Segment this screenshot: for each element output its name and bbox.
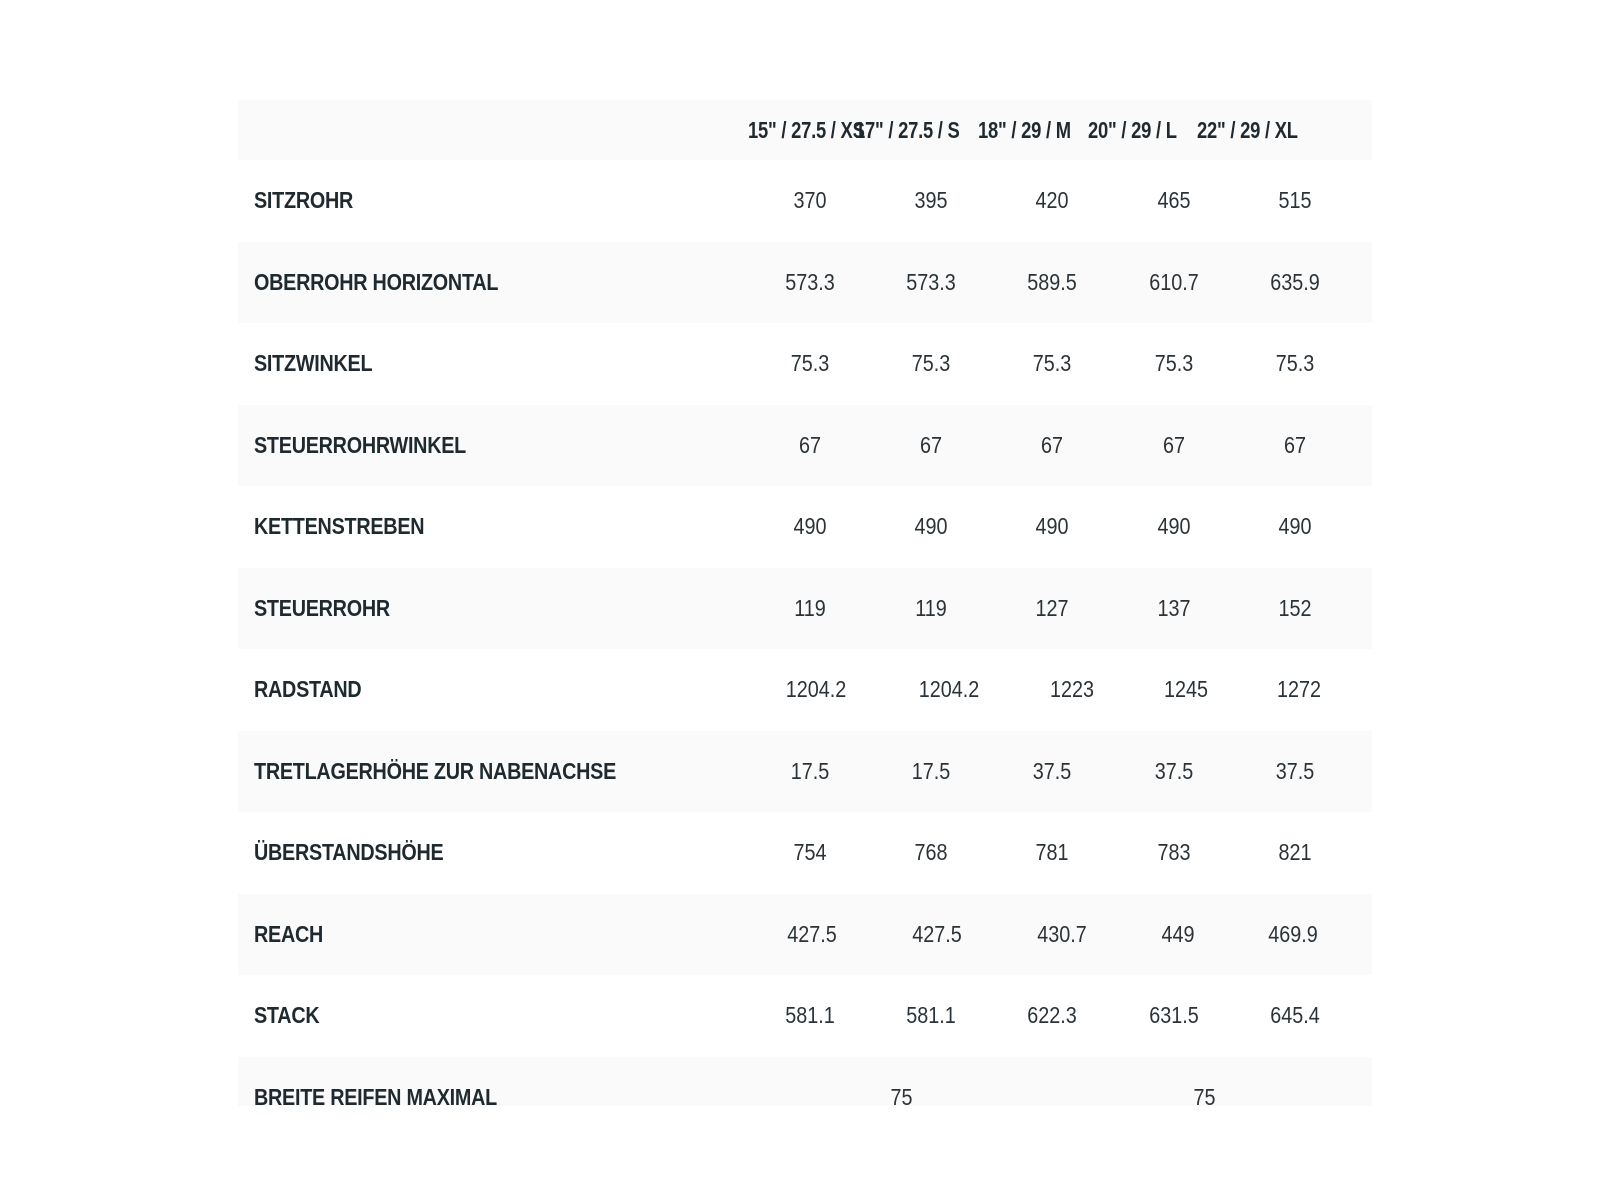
table-cell: 635.9 bbox=[1270, 268, 1320, 295]
table-row-tretlagerhoehe bbox=[238, 731, 1372, 813]
table-cell: 67 bbox=[798, 431, 822, 458]
table-cell: 581.1 bbox=[785, 1002, 835, 1029]
row-label: BREITE REIFEN MAXIMAL bbox=[254, 1083, 497, 1106]
row-label: ÜBERSTANDSHÖHE bbox=[254, 839, 444, 866]
table-cell: 573.3 bbox=[906, 268, 956, 295]
table-cell: 645.4 bbox=[1270, 1002, 1320, 1029]
column-header-size-xs: 15" / 27.5 / XS bbox=[748, 116, 865, 143]
table-cell: 67 bbox=[1162, 431, 1186, 458]
table-cell-span: 75 bbox=[890, 1083, 913, 1106]
row-label: STEUERROHR bbox=[254, 594, 390, 621]
table-cell: 427.5 bbox=[912, 920, 962, 947]
table-row-kettenstreben bbox=[238, 486, 1372, 568]
table-row-radstand bbox=[238, 649, 1372, 731]
table-cell: 67 bbox=[919, 431, 943, 458]
table-cell: 37.5 bbox=[1275, 757, 1315, 784]
column-header-size-xl: 22" / 29 / XL bbox=[1197, 116, 1298, 143]
table-cell: 75.3 bbox=[1154, 350, 1194, 377]
table-row-sitzwinkel bbox=[238, 323, 1372, 405]
row-label: STACK bbox=[254, 1002, 320, 1029]
table-cell: 17.5 bbox=[790, 757, 830, 784]
table-row-breite-reifen-maximal bbox=[238, 1057, 1372, 1107]
table-cell: 395 bbox=[914, 187, 948, 214]
table-cell: 515 bbox=[1278, 187, 1312, 214]
table-cell: 490 bbox=[1035, 513, 1069, 540]
row-label: KETTENSTREBEN bbox=[254, 513, 425, 540]
table-cell-span: 75 bbox=[1193, 1083, 1216, 1106]
table-row-steuerrohr bbox=[238, 568, 1372, 650]
table-cell: 75.3 bbox=[790, 350, 830, 377]
table-cell: 127 bbox=[1035, 594, 1069, 621]
table-cell: 490 bbox=[914, 513, 948, 540]
table-cell: 490 bbox=[1157, 513, 1191, 540]
table-cell: 449 bbox=[1161, 920, 1195, 947]
table-cell: 75.3 bbox=[1275, 350, 1315, 377]
table-cell: 768 bbox=[914, 839, 948, 866]
table-row-ueberstandshoehe bbox=[238, 812, 1372, 894]
table-cell: 427.5 bbox=[787, 920, 837, 947]
table-cell: 783 bbox=[1157, 839, 1191, 866]
table-cell: 370 bbox=[793, 187, 827, 214]
table-row-oberrohr-horizontal bbox=[238, 242, 1372, 324]
table-cell: 610.7 bbox=[1149, 268, 1199, 295]
table-row-reach bbox=[238, 894, 1372, 976]
table-cell: 622.3 bbox=[1027, 1002, 1077, 1029]
table-cell: 490 bbox=[1278, 513, 1312, 540]
row-label: STEUERROHRWINKEL bbox=[254, 431, 467, 458]
row-label: TRETLAGERHÖHE ZUR NABENACHSE bbox=[254, 757, 617, 784]
row-label: RADSTAND bbox=[254, 676, 362, 703]
row-label: SITZROHR bbox=[254, 187, 354, 214]
table-cell: 430.7 bbox=[1037, 920, 1087, 947]
table-cell: 37.5 bbox=[1032, 757, 1072, 784]
column-header-size-s: 17" / 27.5 / S bbox=[855, 116, 960, 143]
row-label: OBERROHR HORIZONTAL bbox=[254, 268, 499, 295]
table-cell: 465 bbox=[1157, 187, 1191, 214]
table-cell: 67 bbox=[1283, 431, 1307, 458]
column-header-size-l: 20" / 29 / L bbox=[1088, 116, 1177, 143]
table-cell: 1204.2 bbox=[785, 676, 847, 703]
table-cell: 1223 bbox=[1049, 676, 1094, 703]
table-cell: 1272 bbox=[1276, 676, 1321, 703]
geometry-table bbox=[238, 100, 1372, 1106]
table-cell: 631.5 bbox=[1149, 1002, 1199, 1029]
table-cell: 589.5 bbox=[1027, 268, 1077, 295]
table-cell: 137 bbox=[1157, 594, 1191, 621]
table-cell: 17.5 bbox=[911, 757, 951, 784]
table-cell: 420 bbox=[1035, 187, 1069, 214]
table-cell: 119 bbox=[915, 594, 947, 621]
table-cell: 754 bbox=[793, 839, 827, 866]
table-cell: 152 bbox=[1278, 594, 1312, 621]
table-cell: 573.3 bbox=[785, 268, 835, 295]
table-row-sitzrohr bbox=[238, 160, 1372, 242]
table-cell: 1204.2 bbox=[918, 676, 980, 703]
table-cell: 67 bbox=[1040, 431, 1064, 458]
table-cell: 119 bbox=[794, 594, 826, 621]
table-cell: 75.3 bbox=[1032, 350, 1072, 377]
table-cell: 469.9 bbox=[1268, 920, 1318, 947]
table-cell: 37.5 bbox=[1154, 757, 1194, 784]
table-cell: 1245 bbox=[1163, 676, 1208, 703]
table-cell: 490 bbox=[793, 513, 827, 540]
row-label: SITZWINKEL bbox=[254, 350, 373, 377]
table-row-steuerrohrwinkel bbox=[238, 405, 1372, 487]
column-header-size-m: 18" / 29 / M bbox=[978, 116, 1071, 143]
table-cell: 781 bbox=[1035, 839, 1069, 866]
table-row-stack bbox=[238, 975, 1372, 1057]
table-cell: 821 bbox=[1278, 839, 1312, 866]
table-header-row bbox=[238, 100, 1372, 160]
table-cell: 581.1 bbox=[906, 1002, 956, 1029]
table-cell: 75.3 bbox=[911, 350, 951, 377]
row-label: REACH bbox=[254, 920, 324, 947]
